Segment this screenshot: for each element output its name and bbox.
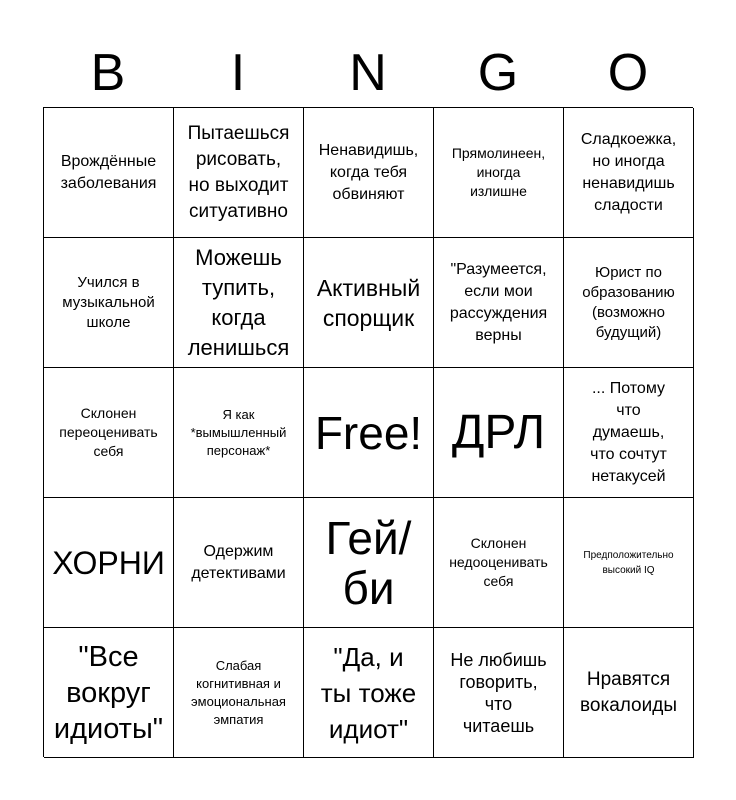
bingo-cell[interactable] <box>434 238 564 368</box>
cell-text: Сладкоежка, но иногда ненавидишь сладости <box>580 130 677 214</box>
bingo-cell[interactable] <box>304 108 434 238</box>
cell-text: Можешь тупить, когда ленишься <box>187 244 290 360</box>
cell-text: Юрист по образованию (возможно будущий) <box>582 263 675 341</box>
cell-text: Слабая когнитивная и эмоциональная эмпатия <box>191 657 286 727</box>
cell-text: ... Потому что думаешь, что сочтут нетакусей <box>590 379 667 485</box>
bingo-cell[interactable] <box>304 498 434 628</box>
bingo-cell[interactable] <box>564 368 694 498</box>
bingo-cell[interactable] <box>174 628 304 758</box>
cell-text: ХОРНИ <box>52 544 165 581</box>
bingo-cell[interactable] <box>44 238 174 368</box>
header-letter-g: G <box>477 44 519 102</box>
bingo-cell[interactable] <box>434 108 564 238</box>
cell-text: "Разумеется, если мои рассуждения верны <box>449 260 548 344</box>
bingo-cell[interactable] <box>434 368 564 498</box>
bingo-cell[interactable] <box>434 498 564 628</box>
cell-text: Врождённые заболевания <box>60 152 157 192</box>
bingo-cell[interactable] <box>434 628 564 758</box>
bingo-cell[interactable] <box>174 238 304 368</box>
bingo-cell[interactable] <box>564 238 694 368</box>
bingo-cell free-cell[interactable] <box>304 368 434 498</box>
cell-text: Одержим детективами <box>191 542 286 582</box>
bingo-cell[interactable] <box>44 108 174 238</box>
cell-text: Активный спорщик <box>316 274 421 331</box>
bingo-cell[interactable] <box>174 498 304 628</box>
header-letter-b: B <box>90 44 126 102</box>
bingo-cell[interactable] <box>564 108 694 238</box>
bingo-cell[interactable] <box>304 238 434 368</box>
cell-text: Не любишь говорить, что читаешь <box>450 649 547 736</box>
cell-text: Я как *вымышленный персонаж* <box>190 406 287 458</box>
header-letter-o: O <box>607 44 649 102</box>
bingo-header <box>43 42 693 104</box>
cell-text: Гей/ би <box>325 511 412 614</box>
bingo-cell[interactable] <box>44 628 174 758</box>
bingo-cell[interactable] <box>304 628 434 758</box>
bingo-grid <box>43 107 693 757</box>
cell-text: Склонен переоценивать себя <box>59 405 158 459</box>
bingo-cell[interactable] <box>564 628 694 758</box>
cell-text: Пытаешься рисовать, но выходит ситуативно <box>187 122 290 222</box>
cell-text: Ненавидишь, когда тебя обвиняют <box>318 141 419 203</box>
cell-text: Прямолинеен, иногда излишне <box>451 145 546 199</box>
bingo-cell[interactable] <box>44 368 174 498</box>
bingo-cell[interactable] <box>174 368 304 498</box>
cell-text: Учился в музыкальной школе <box>62 273 155 331</box>
header-letter-i: I <box>230 44 246 102</box>
bingo-cell[interactable] <box>44 498 174 628</box>
free-space-text: Free! <box>314 406 423 459</box>
cell-text: Склонен недооценивать себя <box>449 535 548 589</box>
cell-text: Предположительно высокий IQ <box>583 549 674 576</box>
header-letter-n: N <box>349 44 387 102</box>
cell-text: Нравятся вокалоиды <box>580 668 677 716</box>
bingo-cell[interactable] <box>174 108 304 238</box>
bingo-cell[interactable] <box>564 498 694 628</box>
cell-text: ДРЛ <box>451 405 546 459</box>
cell-text: "Все вокруг идиоты" <box>53 640 164 745</box>
cell-text: "Да, и ты тоже идиот" <box>320 641 417 744</box>
